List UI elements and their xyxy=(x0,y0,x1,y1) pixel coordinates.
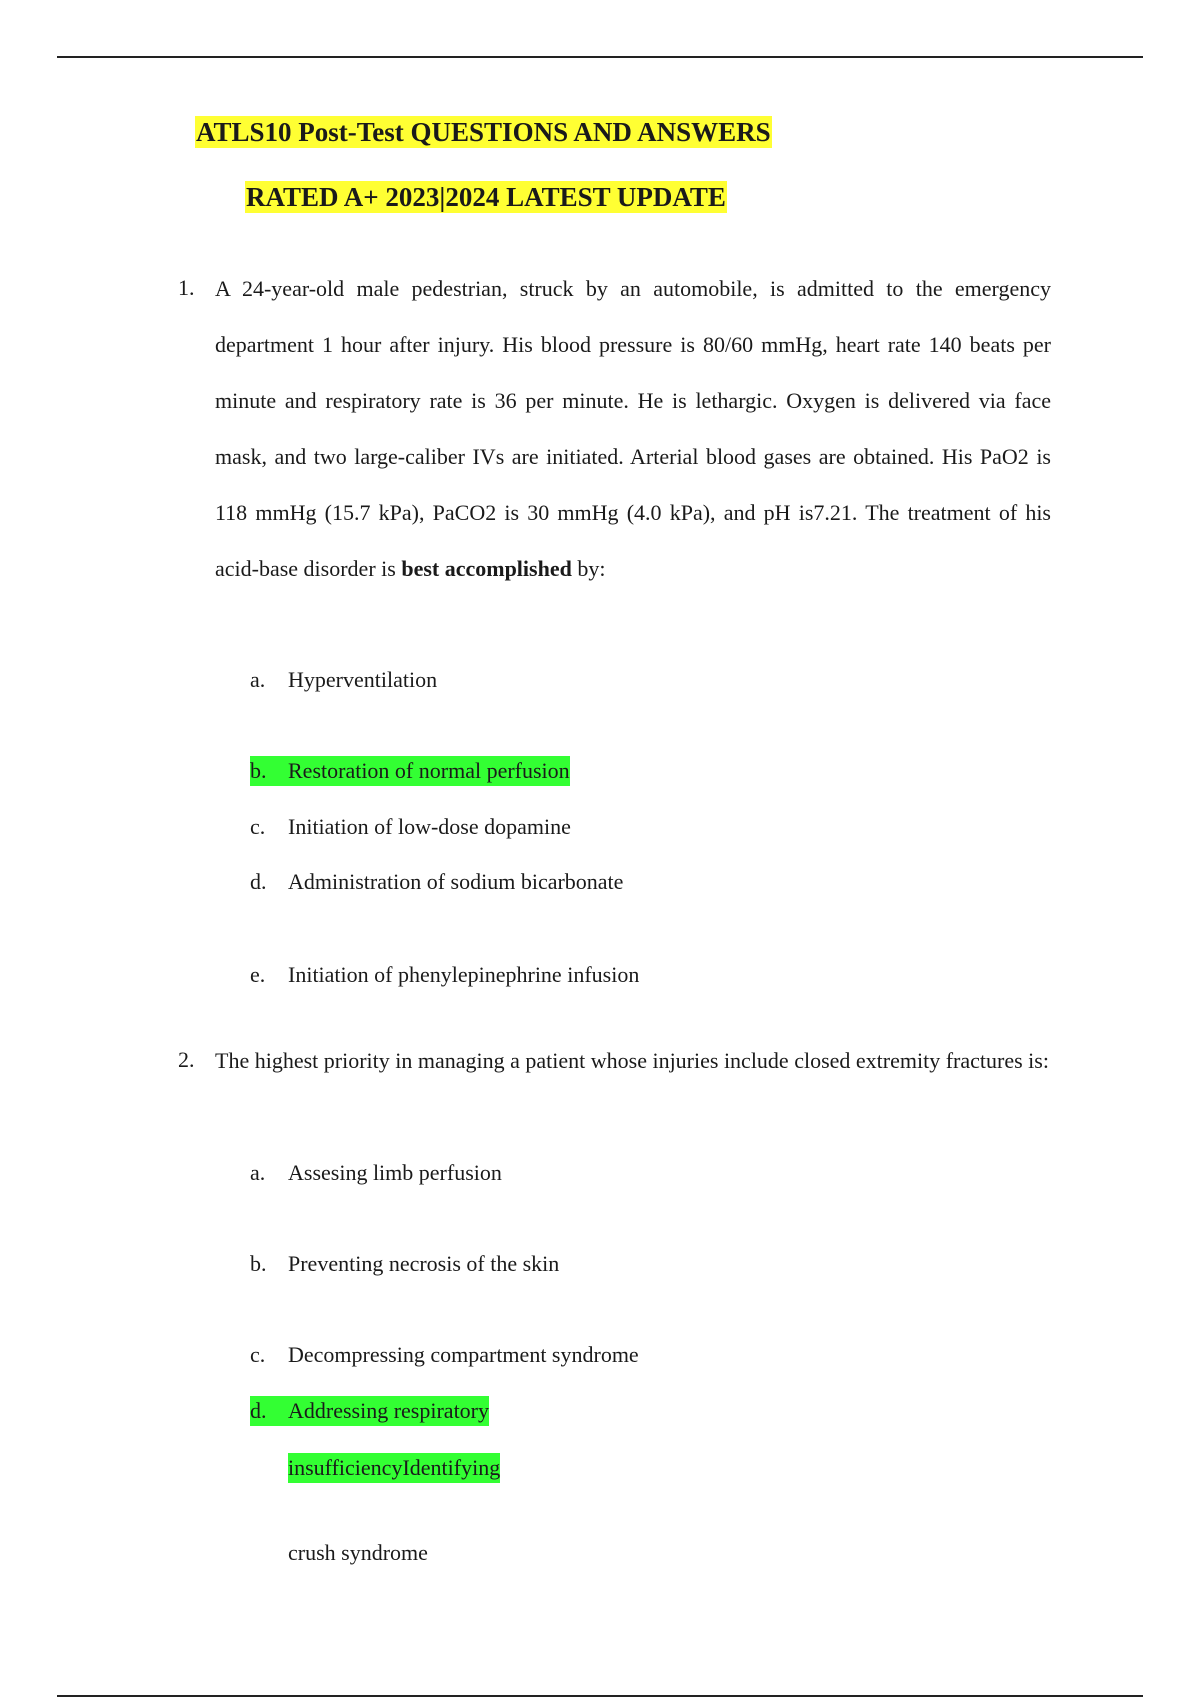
option-text: Addressing respiratory xyxy=(288,1398,490,1423)
question-1-number: 1. xyxy=(178,275,195,300)
question-2-option-d-continuation: insufficiencyIdentifying xyxy=(288,1453,500,1483)
question-1-text xyxy=(215,261,1051,597)
question-1-option-c xyxy=(250,812,571,842)
option-text: Restoration of normal perfusion xyxy=(288,758,570,783)
question-2-option-a xyxy=(250,1158,502,1188)
question-2-number: 2. xyxy=(178,1047,195,1072)
option-letter: c. xyxy=(250,1342,266,1367)
question-2-trailing-text: crush syndrome xyxy=(288,1540,428,1565)
option-letter: d. xyxy=(250,869,267,894)
option-text: Initiation of phenylepinephrine infusion xyxy=(288,962,640,987)
top-rule xyxy=(57,56,1143,58)
option-text: Decompressing compartment syndrome xyxy=(288,1342,639,1367)
option-letter: a. xyxy=(250,667,266,692)
question-1-option-b-correct xyxy=(250,756,570,786)
question-2-option-d-correct xyxy=(250,1396,489,1426)
option-text: Administration of sodium bicarbonate xyxy=(288,869,624,894)
option-letter: e. xyxy=(250,962,266,987)
option-letter: d. xyxy=(250,1398,267,1423)
question-2-option-c xyxy=(250,1340,639,1370)
question-2-text: The highest priority in managing a patient whose injuries include closed extremity fractures is: xyxy=(215,1048,1049,1073)
question-2-option-b xyxy=(250,1249,559,1279)
document-title-line-2: RATED A+ 2023|2024 LATEST UPDATE xyxy=(246,182,726,212)
question-1-option-d xyxy=(250,867,623,897)
bottom-rule xyxy=(57,1695,1143,1697)
option-letter: a. xyxy=(250,1160,266,1185)
document-title-line-1: ATLS10 Post-Test QUESTIONS AND ANSWERS xyxy=(196,117,771,147)
option-text: Initiation of low-dose dopamine xyxy=(288,814,571,839)
question-1-option-a xyxy=(250,665,437,695)
option-letter: b. xyxy=(250,1251,267,1276)
option-letter: b. xyxy=(250,758,267,783)
option-text: Preventing necrosis of the skin xyxy=(288,1251,560,1276)
option-text: Hyperventilation xyxy=(288,667,438,692)
question-1-option-e xyxy=(250,960,639,990)
question-1-text-end: by: xyxy=(571,556,606,581)
question-1-bold-text: best accomplished xyxy=(401,556,572,581)
question-1-text-main: A 24-year-old male pedestrian, struck by an automobile, is admitted to the emergency department 1 hour after injury. His blood pressure is 80/60 mmHg, heart rate 140 beats per minute and respiratory rate is 36 per minute. He is lethargic. Oxygen is delivered via face mask, and two large-caliber IVs are initiated. Arterial blood gases are obtained. His PaO2 is 118 mmHg (15.7 kPa), PaCO2 is 30 mmHg (4.0 kPa), and pH is7.21. The treatment of his acid-base disorder is xyxy=(215,276,1051,581)
option-text: Assesing limb perfusion xyxy=(288,1160,502,1185)
option-letter: c. xyxy=(250,814,266,839)
